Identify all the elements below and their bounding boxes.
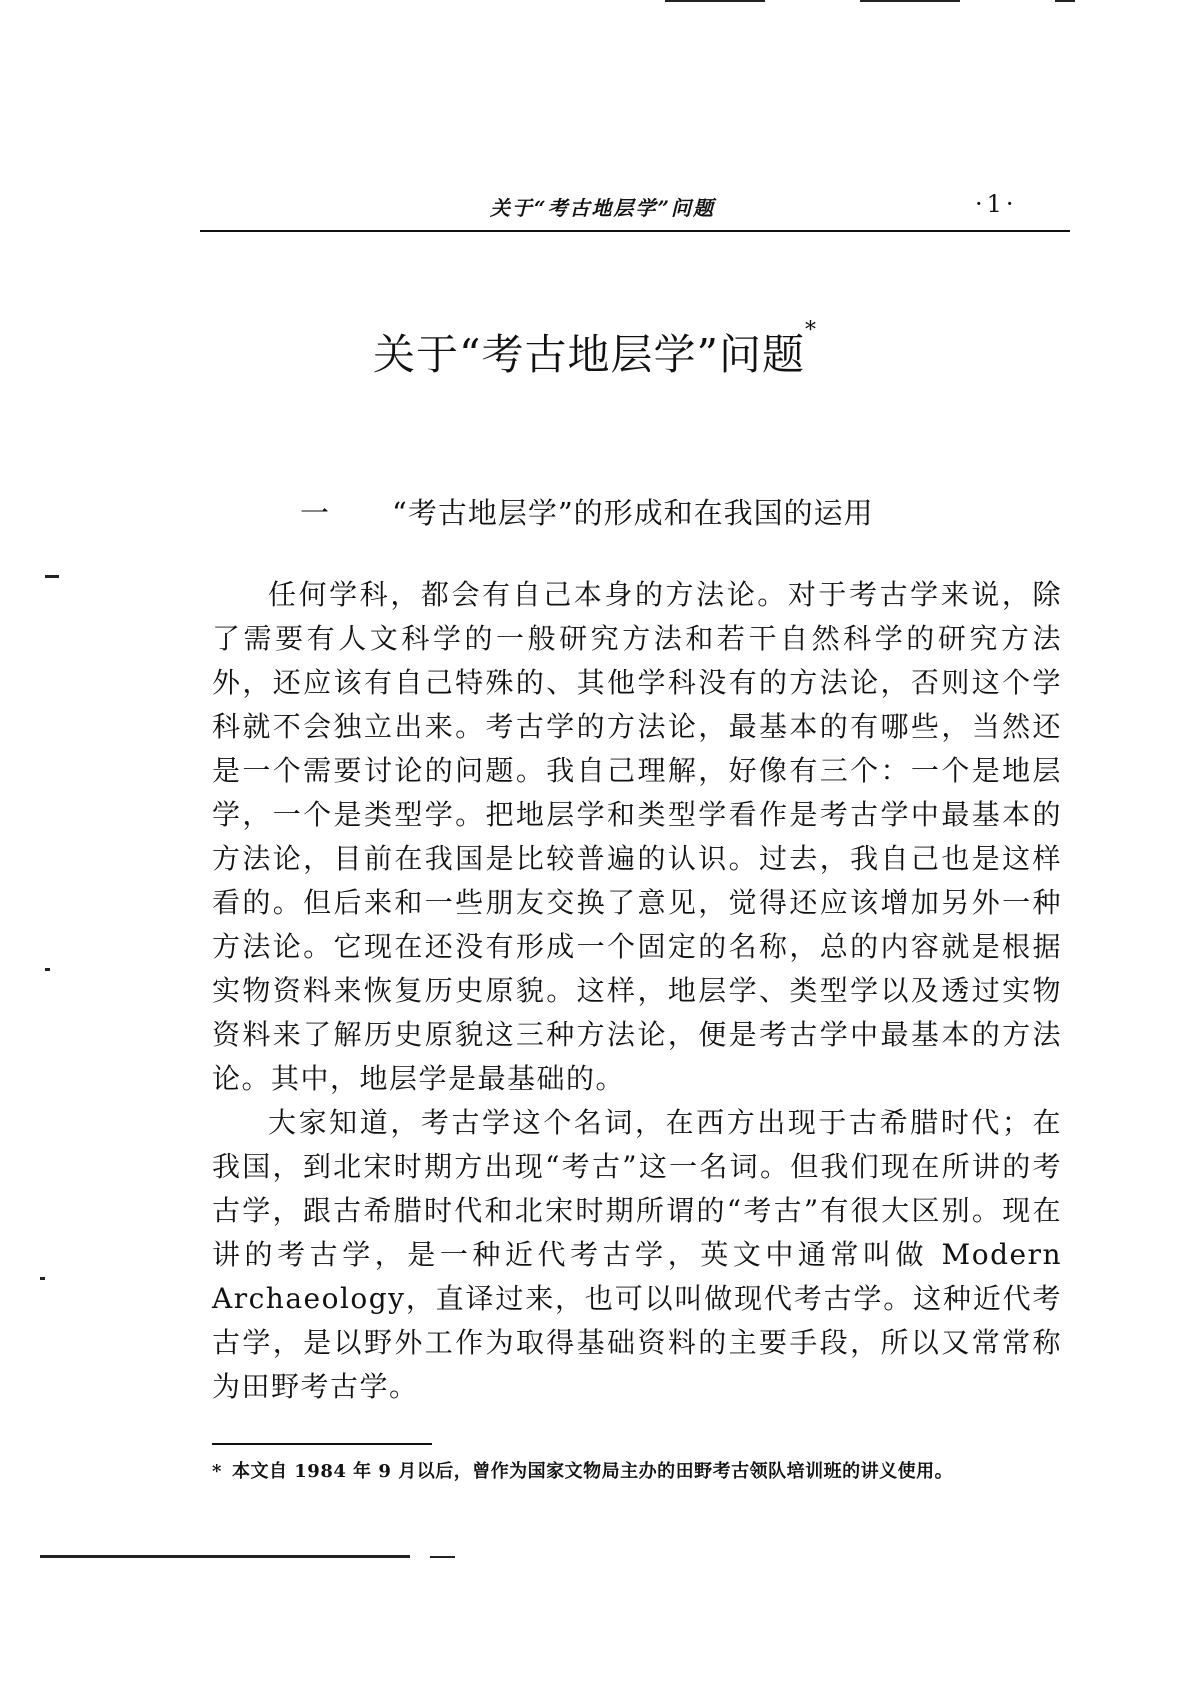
scan-artifact-left-2	[45, 968, 50, 971]
footnote-text: 本文自 1984 年 9 月以后，曾作为国家文物局主办的田野考古领队培训班的讲义使用。	[232, 1461, 954, 1482]
article-title	[0, 318, 1190, 382]
scan-artifact-bottom-2	[430, 1556, 455, 1558]
paragraph: 任何学科，都会有自己本身的方法论。对于考古学来说，除了需要有人文科学的一般研究方法和若干自然科学的研究方法外，还应该有自己特殊的、其他学科没有的方法论，否则这个学科就不会独立出来。考古学的方法论，最基本的有哪些，当然还是一个需要讨论的问题。我自己理解，好像有三个：一个是地层学，一个是类型学。把地层学和类型学看作是考古学中最基本的方法论，目前在我国是比较普遍的认识。过去，我自己也是这样看的。但后来和一些朋友交换了意见，觉得还应该增加另外一种方法论。它现在还没有形成一个固定的名称，总的内容就是根据实物资料来恢复历史原貌。这样，地层学、类型学以及透过实物资料来了解历史原貌这三种方法论，便是考古学中最基本的方法论。其中，地层学是最基础的。	[212, 578, 1062, 1095]
body-text	[212, 573, 1062, 1409]
scan-artifact-left-3	[40, 1277, 45, 1280]
running-header-title: 关于“考古地层学”问题	[490, 196, 716, 220]
page-number: ·1·	[975, 190, 1018, 218]
scan-artifact-top-1	[665, 0, 765, 2]
section-heading-text: “考古地层学”的形成和在我国的运用	[392, 496, 874, 530]
footnote-marker: *	[212, 1461, 222, 1482]
footnote-rule	[212, 1443, 432, 1445]
header-rule	[200, 230, 1070, 232]
running-header	[200, 190, 1070, 226]
scan-artifact-left-1	[45, 575, 59, 578]
section-heading	[300, 491, 874, 532]
scan-artifact-bottom-1	[40, 1555, 410, 1558]
scan-artifact-top-3	[1055, 0, 1075, 2]
section-number: 一	[300, 496, 331, 530]
title-footnote-marker: *	[804, 318, 817, 343]
paragraph: 大家知道，考古学这个名词，在西方出现于古希腊时代；在我国，到北宋时期方出现“考古”这一名词。但我们现在所讲的考古学，跟古希腊时代和北宋时期所谓的“考古”有很大区别。现在讲的考古学，是一种近代考古学，英文中通常叫做 Modern Archaeology，直译过来，也可以叫做现代考古学。这种近代考古学，是以野外工作为取得基础资料的主要手段，所以又常常称为田野考古学。	[212, 1106, 1062, 1403]
article-title-text: 关于“考古地层学”问题	[373, 330, 805, 379]
footnote	[212, 1458, 1072, 1486]
scan-artifact-top-2	[860, 0, 960, 2]
